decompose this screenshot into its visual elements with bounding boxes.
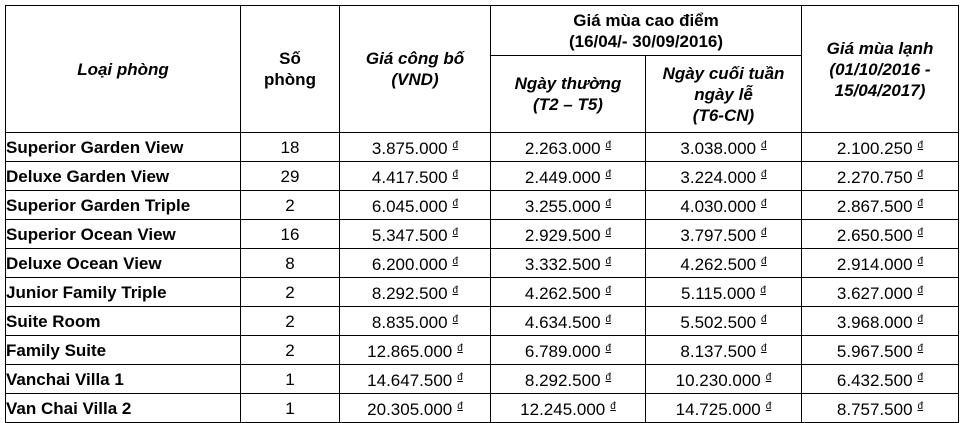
header-weekday: Ngày thường (T2 – T5) bbox=[491, 56, 646, 133]
room-count-cell: 18 bbox=[241, 133, 340, 162]
weekend-price-cell: 4.030.000 $^đ$ bbox=[646, 191, 802, 220]
room-count-cell: 1 bbox=[241, 394, 340, 423]
low-season-price-cell: 2.650.500 $^đ$ bbox=[802, 220, 959, 249]
weekday-price-cell: 3.255.000 $^đ$ bbox=[491, 191, 646, 220]
weekend-price-cell: 3.038.000 $^đ$ bbox=[646, 133, 802, 162]
table-row bbox=[6, 278, 959, 307]
published-price-cell: 14.647.500 $^đ$ bbox=[340, 365, 491, 394]
room-name-cell: Junior Family Triple bbox=[6, 278, 241, 307]
room-count-cell: 2 bbox=[241, 307, 340, 336]
table-row bbox=[6, 336, 959, 365]
published-price-cell: 6.045.000 $^đ$ bbox=[340, 191, 491, 220]
low-season-price-cell: 2.100.250 $^đ$ bbox=[802, 133, 959, 162]
published-price-cell: 3.875.000 $^đ$ bbox=[340, 133, 491, 162]
published-price-cell: 5.347.500 $^đ$ bbox=[340, 220, 491, 249]
header-weekend: Ngày cuối tuần ngày lễ (T6-CN) bbox=[646, 56, 802, 133]
weekday-price-cell: 4.634.500 $^đ$ bbox=[491, 307, 646, 336]
low-season-price-cell: 3.968.000 $^đ$ bbox=[802, 307, 959, 336]
room-count-cell: 16 bbox=[241, 220, 340, 249]
table-row bbox=[6, 220, 959, 249]
room-count-cell: 1 bbox=[241, 365, 340, 394]
weekday-price-cell: 12.245.000 $^đ$ bbox=[491, 394, 646, 423]
room-count-cell: 2 bbox=[241, 191, 340, 220]
published-price-cell: 6.200.000 $^đ$ bbox=[340, 249, 491, 278]
table-row bbox=[6, 365, 959, 394]
room-name-cell: Suite Room bbox=[6, 307, 241, 336]
header-row-1 bbox=[6, 6, 959, 56]
published-price-cell: 20.305.000 $^đ$ bbox=[340, 394, 491, 423]
room-name-cell: Superior Ocean View bbox=[6, 220, 241, 249]
weekend-price-cell: 14.725.000 $^đ$ bbox=[646, 394, 802, 423]
room-count-cell: 8 bbox=[241, 249, 340, 278]
room-name-cell: Van Chai Villa 2 bbox=[6, 394, 241, 423]
published-price-cell: 8.292.500 $^đ$ bbox=[340, 278, 491, 307]
room-name-cell: Superior Garden Triple bbox=[6, 191, 241, 220]
header-room-count: Số phòng bbox=[241, 6, 340, 133]
room-name-cell: Superior Garden View bbox=[6, 133, 241, 162]
header-low-season: Giá mùa lạnh (01/10/2016 - 15/04/2017) bbox=[802, 6, 959, 133]
header-peak-season: Giá mùa cao điểm (16/04/- 30/09/2016) bbox=[491, 6, 802, 56]
weekday-price-cell: 3.332.500 $^đ$ bbox=[491, 249, 646, 278]
weekday-price-cell: 2.449.000 $^đ$ bbox=[491, 162, 646, 191]
weekday-price-cell: 6.789.000 $^đ$ bbox=[491, 336, 646, 365]
low-season-price-cell: 6.432.500 $^đ$ bbox=[802, 365, 959, 394]
room-count-cell: 2 bbox=[241, 336, 340, 365]
weekend-price-cell: 8.137.500 $^đ$ bbox=[646, 336, 802, 365]
low-season-price-cell: 3.627.000 $^đ$ bbox=[802, 278, 959, 307]
table-row bbox=[6, 249, 959, 278]
low-season-price-cell: 5.967.500 $^đ$ bbox=[802, 336, 959, 365]
weekend-price-cell: 5.115.000 $^đ$ bbox=[646, 278, 802, 307]
header-published-price: Giá công bố (VND) bbox=[340, 6, 491, 133]
weekend-price-cell: 3.797.500 $^đ$ bbox=[646, 220, 802, 249]
low-season-price-cell: 2.867.500 $^đ$ bbox=[802, 191, 959, 220]
table-row bbox=[6, 133, 959, 162]
table-row bbox=[6, 191, 959, 220]
low-season-price-cell: 8.757.500 $^đ$ bbox=[802, 394, 959, 423]
room-name-cell: Deluxe Garden View bbox=[6, 162, 241, 191]
room-name-cell: Vanchai Villa 1 bbox=[6, 365, 241, 394]
low-season-price-cell: 2.914.000 $^đ$ bbox=[802, 249, 959, 278]
weekend-price-cell: 4.262.500 $^đ$ bbox=[646, 249, 802, 278]
table-row bbox=[6, 307, 959, 336]
table-row bbox=[6, 162, 959, 191]
room-count-cell: 2 bbox=[241, 278, 340, 307]
published-price-cell: 12.865.000 $^đ$ bbox=[340, 336, 491, 365]
room-count-cell: 29 bbox=[241, 162, 340, 191]
room-name-cell: Family Suite bbox=[6, 336, 241, 365]
table-body bbox=[6, 133, 959, 423]
weekend-price-cell: 3.224.000 $^đ$ bbox=[646, 162, 802, 191]
header-room-type: Loại phòng bbox=[6, 6, 241, 133]
weekday-price-cell: 8.292.500 $^đ$ bbox=[491, 365, 646, 394]
weekday-price-cell: 2.929.500 $^đ$ bbox=[491, 220, 646, 249]
weekday-price-cell: 2.263.000 $^đ$ bbox=[491, 133, 646, 162]
weekend-price-cell: 10.230.000 $^đ$ bbox=[646, 365, 802, 394]
weekend-price-cell: 5.502.500 $^đ$ bbox=[646, 307, 802, 336]
room-price-table bbox=[5, 5, 959, 423]
weekday-price-cell: 4.262.500 $^đ$ bbox=[491, 278, 646, 307]
table-row bbox=[6, 394, 959, 423]
published-price-cell: 4.417.500 $^đ$ bbox=[340, 162, 491, 191]
low-season-price-cell: 2.270.750 $^đ$ bbox=[802, 162, 959, 191]
room-name-cell: Deluxe Ocean View bbox=[6, 249, 241, 278]
published-price-cell: 8.835.000 $^đ$ bbox=[340, 307, 491, 336]
